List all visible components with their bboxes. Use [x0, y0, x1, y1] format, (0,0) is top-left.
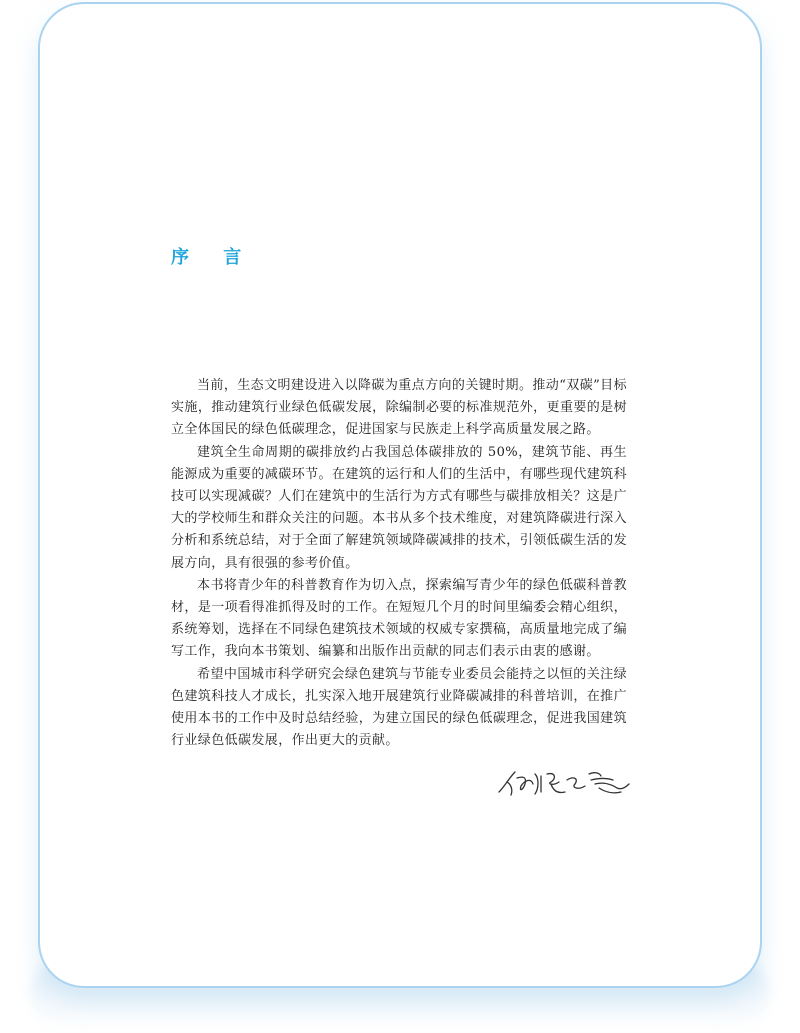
paragraph-2: 建筑全生命周期的碳排放约占我国总体碳排放的 50%，建筑节能、再生能源成为重要的减碳环节。在建筑的运行和人们的生活中，有哪些现代建筑科技可以实现减碳？人们在建筑中的生活行为方式有哪些与碳排放相关？这是广大的学校师生和群众关注的问题。本书从多个技术维度，对建筑降碳进行深入分析和系统总结，对于全面了解建筑领域降碳减排的技术，引领低碳生活的发展方向，具有很强的参考价值。 [171, 444, 627, 571]
paragraph-1: 当前，生态文明建设进入以降碳为重点方向的关键时期。推动“双碳”目标实施，推动建筑行业绿色低碳发展，除编制必要的标准规范外，更重要的是树立全体国民的绿色低碳理念，促进国家与民族走上科学高质量发展之路。 [171, 378, 627, 438]
preface-body [171, 375, 627, 752]
page-title: 序 言 [171, 247, 256, 268]
paragraph-3: 本书将青少年的科普教育作为切入点，探索编写青少年的绿色低碳科普教材，是一项看得准抓得及时的工作。在短短几个月的时间里编委会精心组织，系统筹划，选择在不同绿色建筑技术领域的权威专家撰稿，高质量地完成了编写工作，我向本书策划、编纂和出版作出贡献的同志们表示由衷的感谢。 [171, 577, 627, 660]
handwritten-signature [495, 768, 635, 798]
paragraph-4: 希望中国城市科学研究会绿色建筑与节能专业委员会能持之以恒的关注绿色建筑科技人才成长，扎实深入地开展建筑行业降碳减排的科普培训，在推广使用本书的工作中及时总结经验，为建立国民的绿色低碳理念，促进我国建筑行业绿色低碳发展，作出更大的贡献。 [171, 666, 627, 749]
